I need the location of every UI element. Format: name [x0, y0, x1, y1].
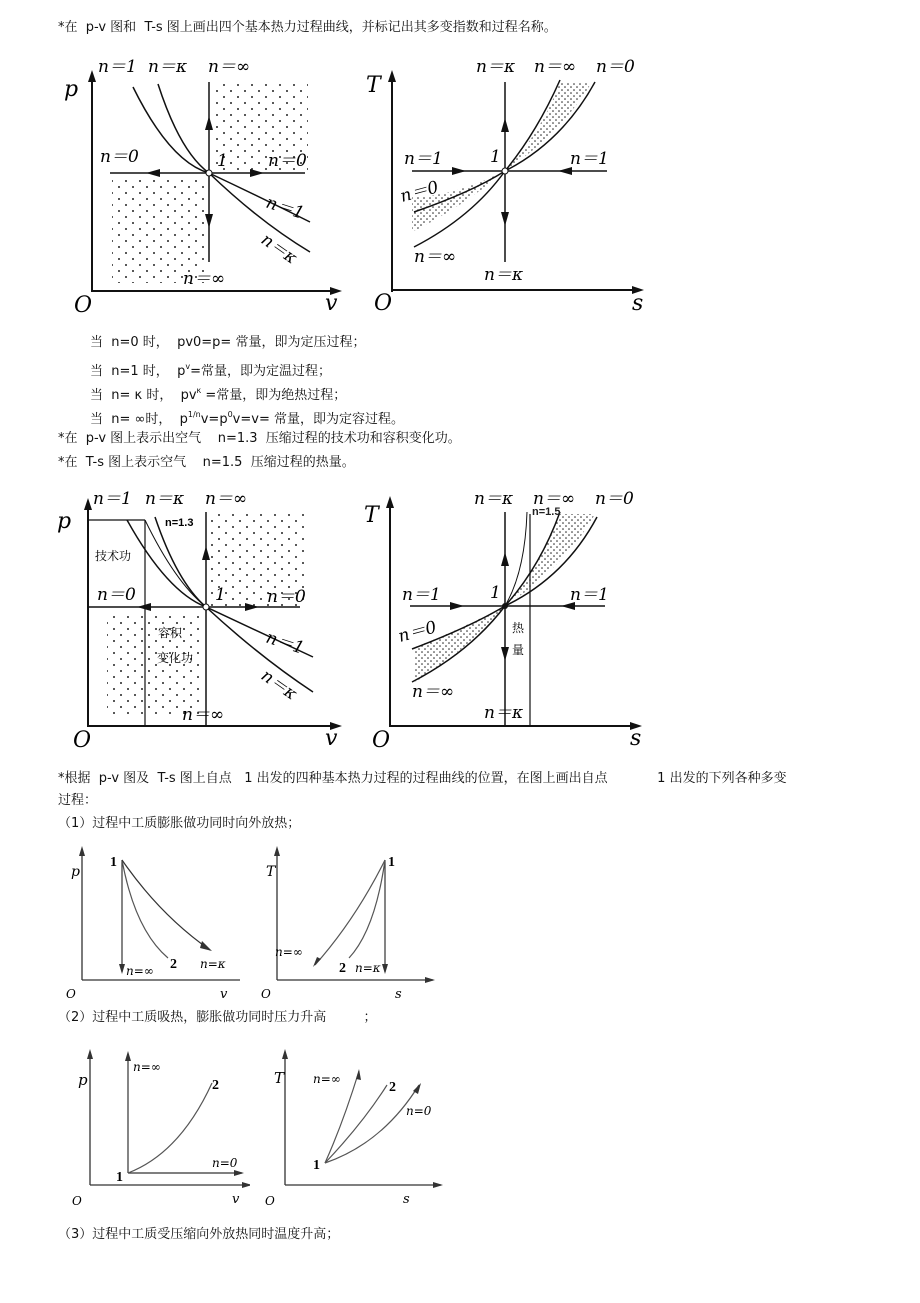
axis-T-label: T	[266, 864, 276, 880]
label-nk: n＝κ	[476, 57, 516, 77]
origin-label: O	[73, 728, 92, 750]
heat-label-2: 量	[512, 643, 525, 657]
axis-s-label: s	[395, 987, 402, 1000]
label-nk: n＝κ	[148, 57, 188, 77]
label-n1-lower: n＝1	[263, 627, 307, 659]
figure1-pv-diagram	[60, 52, 360, 320]
label-ninf-lower: n＝∞	[412, 682, 455, 702]
question-3-text: *在 T-s 图上表示空气 n=1.5 压缩过程的热量。	[58, 455, 355, 470]
label-ninf: n=∞	[126, 964, 154, 978]
label-n1-right: n＝1	[570, 149, 609, 169]
label-n0-right: n＝0	[267, 587, 306, 607]
axis-v-label: v	[325, 291, 338, 316]
question-4-line-1: *根据 p-v 图及 T-s 图上自点 1 出发的四种基本热力过程的过程曲线的位置，在图上画出自点 1 出发的下列各种多变	[58, 771, 787, 786]
label-n13: n=1.3	[165, 517, 194, 529]
origin-label: O	[261, 987, 271, 1000]
point-1: 1	[388, 855, 395, 870]
label-ninf-lower: n＝∞	[414, 247, 457, 267]
point-2: 2	[339, 961, 346, 976]
axis-v-label: v	[325, 726, 338, 750]
label-n1: n＝1	[98, 57, 137, 77]
label-n0-left: n＝0	[398, 177, 441, 207]
figure2-ts-diagram	[360, 482, 660, 750]
figure1-ts-diagram	[362, 52, 662, 320]
axis-s-label: s	[630, 726, 642, 750]
label-nk: n＝κ	[474, 489, 514, 509]
sub-question-2: （2）过程中工质吸热，膨胀做功同时压力升高 ；	[58, 1010, 377, 1025]
label-nk: n＝κ	[145, 489, 185, 509]
label-nk: n=κ	[355, 961, 381, 975]
explain-line-1: 当 n=0 时， pv0=p= 常量，即为定压过程；	[90, 335, 366, 350]
label-n1-left: n＝1	[404, 149, 443, 169]
axis-p-label: p	[78, 1071, 88, 1089]
label-ninf: n=∞	[133, 1060, 161, 1074]
label-ninf-lower: n＝∞	[183, 269, 226, 289]
label-n0-left: n＝0	[97, 585, 136, 605]
axis-p-label: p	[71, 864, 80, 880]
figure4-ts-diagram	[263, 1043, 443, 1208]
figure3-ts-diagram	[255, 840, 435, 1000]
figure2-pv-diagram	[55, 482, 355, 750]
point-1: 1	[217, 151, 228, 171]
axis-v-label: v	[232, 1192, 240, 1207]
axis-p-label: p	[64, 77, 79, 102]
label-n1-right: n＝1	[570, 585, 609, 605]
origin-label: O	[374, 291, 393, 316]
label-n15: n=1.5	[532, 506, 561, 518]
label-ninf: n＝∞	[534, 57, 577, 77]
label-ninf-lower: n＝∞	[182, 705, 225, 725]
explain-line-4: 当 n= ∞时， $p^{1/n}v=p^0v=v=$ 常量，即为定容过程。	[90, 410, 404, 427]
point-1: 1	[116, 1170, 123, 1185]
label-n0-left: n＝0	[396, 617, 439, 647]
origin-label: O	[72, 1194, 82, 1208]
label-nk: n=κ	[200, 957, 226, 971]
point-1: 1	[490, 583, 501, 603]
label-n0: n＝0	[595, 489, 634, 509]
label-n0: n＝0	[596, 57, 635, 77]
label-n0: n=0	[212, 1156, 238, 1170]
figure4-pv-diagram	[60, 1043, 250, 1208]
label-ninf: n=∞	[313, 1072, 341, 1086]
sub-question-1: （1）过程中工质膨胀做功同时向外放热；	[58, 816, 301, 831]
point-2: 2	[170, 957, 177, 972]
point-1: 1	[490, 147, 501, 167]
question-1-text: *在 p-v 图和 T-s 图上画出四个基本热力过程曲线，并标记出其多变指数和过程名称。	[58, 20, 557, 35]
axis-T-label: T	[274, 1069, 285, 1087]
label-ninf: n＝∞	[208, 57, 251, 77]
volume-work-label-1: 容积	[158, 626, 183, 640]
axis-p-label: p	[57, 509, 72, 534]
origin-label: O	[265, 1194, 275, 1208]
label-n0-right: n＝0	[268, 151, 307, 171]
point-1: 1	[215, 585, 226, 605]
technical-work-label: 技术功	[95, 549, 132, 563]
origin-label: O	[372, 728, 391, 750]
label-n1: n＝1	[93, 489, 132, 509]
label-nk-lower: n＝κ	[484, 265, 524, 285]
label-nk-lower: n＝κ	[257, 229, 301, 269]
point-1: 1	[313, 1158, 320, 1173]
point-2: 2	[389, 1080, 396, 1095]
question-2-text: *在 p-v 图上表示出空气 n=1.3 压缩过程的技术功和容积变化功。	[58, 431, 461, 446]
label-ninf: n=∞	[275, 945, 303, 959]
label-n0-left: n＝0	[100, 147, 139, 167]
label-ninf: n＝∞	[533, 489, 576, 509]
label-ninf: n＝∞	[205, 489, 248, 509]
label-n1-left: n＝1	[402, 585, 441, 605]
axis-v-label: v	[220, 987, 228, 1000]
origin-label: O	[74, 293, 93, 318]
label-n1-lower: n＝1	[263, 192, 307, 224]
point-2: 2	[212, 1078, 219, 1093]
label-nk-lower: n＝κ	[484, 703, 524, 723]
axis-T-label: T	[364, 503, 379, 528]
label-n0: n=0	[406, 1104, 432, 1118]
explain-line-3: 当 n= κ 时， $pv^\kappa$ =常量，即为绝热过程；	[90, 386, 347, 403]
origin-label: O	[66, 987, 76, 1000]
figure3-pv-diagram	[60, 840, 240, 1000]
point-1: 1	[110, 855, 117, 870]
label-nk-lower: n＝κ	[257, 665, 301, 705]
volume-work-label-2: 变化功	[157, 651, 194, 665]
heat-label-1: 热	[512, 621, 525, 635]
axis-s-label: s	[403, 1192, 410, 1207]
axis-s-label: s	[632, 291, 644, 316]
axis-T-label: T	[366, 73, 381, 98]
question-4-line-2: 过程：	[58, 793, 98, 808]
explain-line-2: 当 n=1 时， $p^v=$常量，即为定温过程；	[90, 362, 331, 379]
sub-question-3: （3）过程中工质受压缩向外放热同时温度升高；	[58, 1227, 340, 1242]
